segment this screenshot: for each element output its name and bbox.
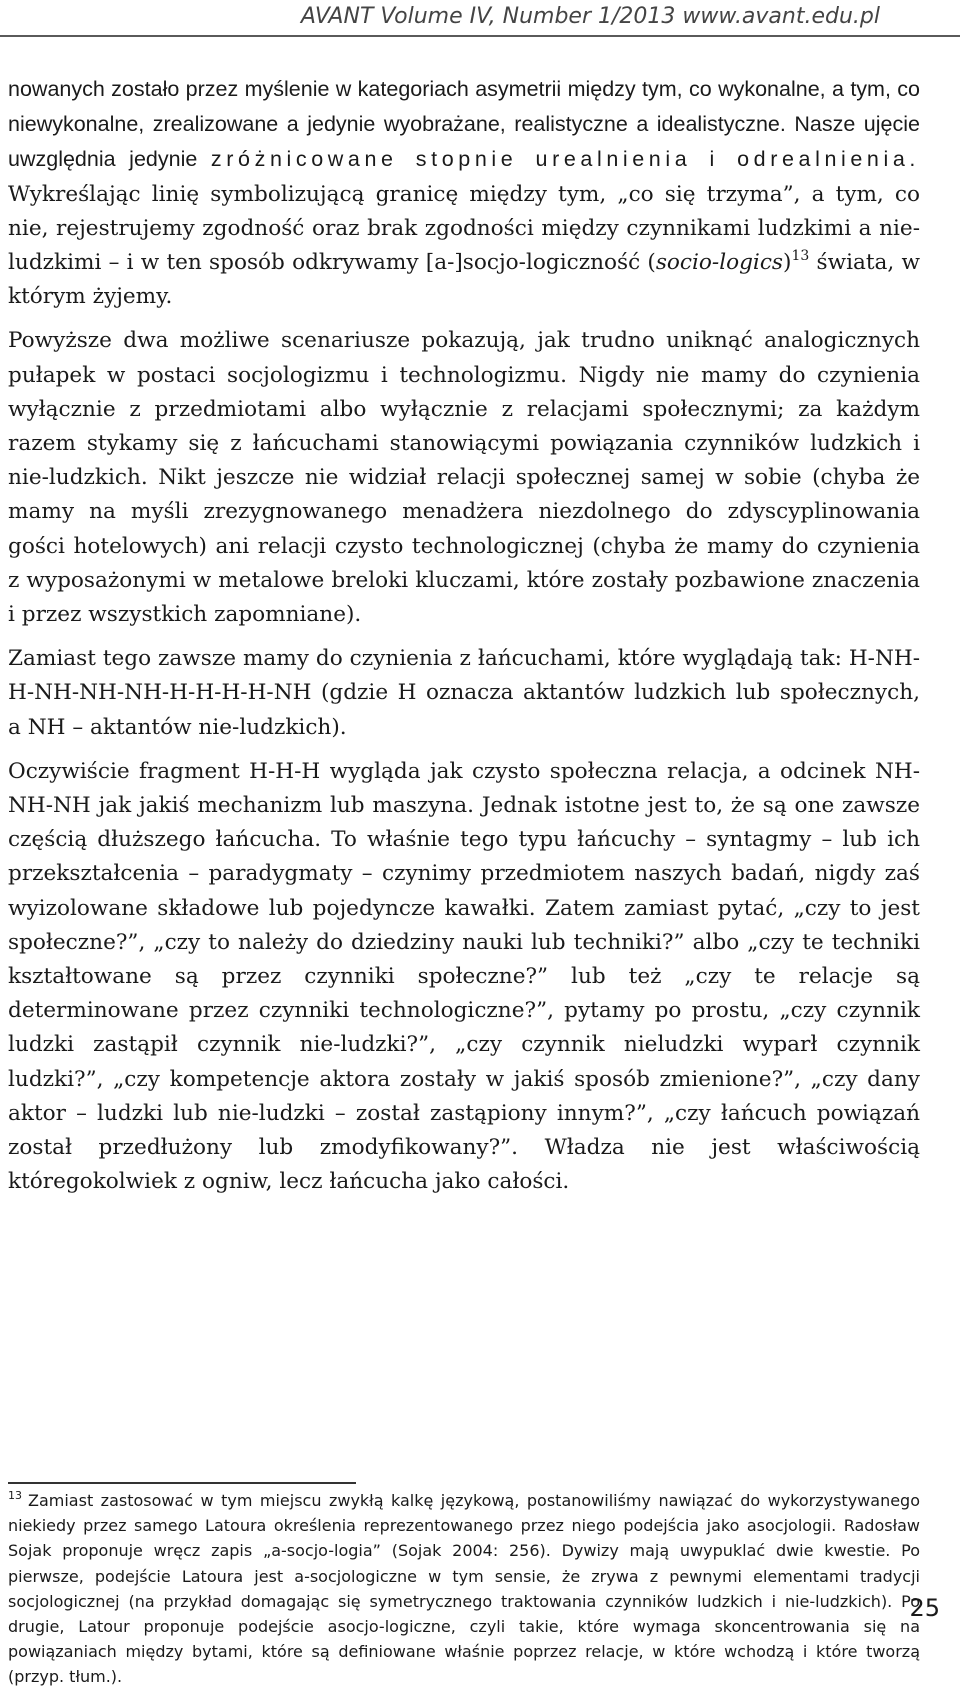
article-body	[8, 72, 920, 1200]
footnote-rule	[8, 1482, 356, 1484]
paragraph-2: Powyższe dwa możliwe scenariusze pokazują, jak trudno uniknąć analogicznych pułapek w postaci socjologizmu i technologizmu. Nigdy nie mamy do czynienia wyłącznie z przedmiotami albo wyłącznie z relacjami społecznymi; za każdym razem stykamy się z łańcuchami stanowiącymi powiązania czynników ludzkich i nie-ludzkich. Nikt jeszcze nie widział relacji społecznej samej w sobie (chyba że mamy na myśli zrezygnowanego menadżera niezdolnego do zdyscyplinowania gości hotelowych) ani relacji czysto technologicznej (chyba że mamy do czynienia z wyposażonymi w metalowe breloki kluczami, które zostały pozbawione znaczenia i przez wszystkich zapomniane).	[8, 328, 920, 628]
footnote-13	[8, 1488, 920, 1690]
paragraph-1-paren: )	[783, 250, 792, 276]
footnote-text: Zamiast zastosować w tym miejscu zwykłą kalkę językową, postanowiliśmy nawiązać do wykorzystywanego niekiedy przez samego Latoura określenia reprezentowanego przez niego podejścia jako asocjologii. Radosław Sojak proponuje wręcz zapis „a-socjo-logia” (Sojak 2004: 256). Dywizy mają uwypuklać dwie kwestie. Po pierwsze, podejście Latoura jest a-socjologiczne w tym sensie, że zrywa z pewnymi elementami tradycji socjologicznej (na przykład domagając się symetrycznego traktowania czynników ludzkich i nie-ludzkich). Po drugie, Latour proponuje podejście asocjo-logiczne, czyli takie, które wymaga skoncentrowania się na powiązaniach między bytami, które są definiowane właśnie poprzez relacje, w które wchodzą i które tworzą (przyp. tłum.).	[8, 1491, 920, 1687]
paragraph-1-opening: nowanych zostało przez myślenie w kategoriach asymetrii między tym, co wykonalne, a tym, co niewykonalne, zrealizowane a jedynie wyobrażane, realistyczne a idealistyczne. Nasze ujęcie uwzględnia jedynie	[8, 77, 920, 172]
paragraph-1-body: Wykreślając linię symbolizującą granicę między tym, „co się trzyma”, a tym, co nie, rejestrujemy zgodność oraz brak zgodności między czynnikami ludzkimi a nie-ludzkimi – i w ten sposób odkrywamy [a-]socjo-logiczność (	[8, 181, 920, 276]
footnote-number: 13	[8, 1489, 22, 1502]
header-rule	[0, 35, 960, 37]
paragraph-4: Oczywiście fragment H-H-H wygląda jak czysto społeczna relacja, a odcinek NH-NH-NH jak jakiś mechanizm lub maszyna. Jednak istotne jest to, że są one zawsze częścią dłuższego łańcucha. To właśnie tego typu łańcuchy – syntagmy – lub ich przekształcenia – paradygmaty – czynimy przedmiotem naszych badań, nigdy zaś wyizolowane składowe lub pojedyncze kawałki. Zatem zamiast pytać, „czy to jest społeczne?”, „czy to należy do dziedziny nauki lub techniki?” albo „czy te techniki kształtowane są przez czynniki społeczne?” lub też „czy te relacje są determinowane przez czynniki technologiczne?”, pytamy po prostu, „czy czynnik ludzki zastąpił czynnik nie-ludzki?”, „czy czynnik nieludzki wyparł czynnik ludzki?”, „czy kompetencje aktora zostały w jakiś sposób zmienione?”, „czy dany aktor – ludzki lub nie-ludzki – został zastąpiony innym?”, „czy łańcuch powiązań został przedłużony lub zmodyfikowany?”. Władza nie jest właściwością któregokolwiek z ogniw, lecz łańcucha jako całości.	[8, 758, 920, 1195]
paragraph-1-end: świata, w którym żyjemy.	[8, 250, 920, 310]
paragraph-3: Zamiast tego zawsze mamy do czynienia z łańcuchami, które wyglądają tak: H-NH-H-NH-NH-NH-H-H-H-H-NH (gdzie H oznacza aktantów ludzkich lub społecznych, a NH – aktantów nie-ludzkich).	[8, 646, 920, 740]
running-header: AVANT Volume IV, Number 1/2013 www.avant.edu.pl	[300, 4, 880, 29]
footnote-ref[interactable]: 13	[791, 248, 810, 265]
page-number: 25	[909, 1594, 940, 1622]
emphasis-spaced: zróżnicowane stopnie urealnienia i odrealnienia.	[210, 147, 920, 172]
term-socio-logics: socio-logics	[655, 250, 784, 276]
paragraph-1	[8, 72, 920, 314]
footnote	[8, 1488, 920, 1690]
